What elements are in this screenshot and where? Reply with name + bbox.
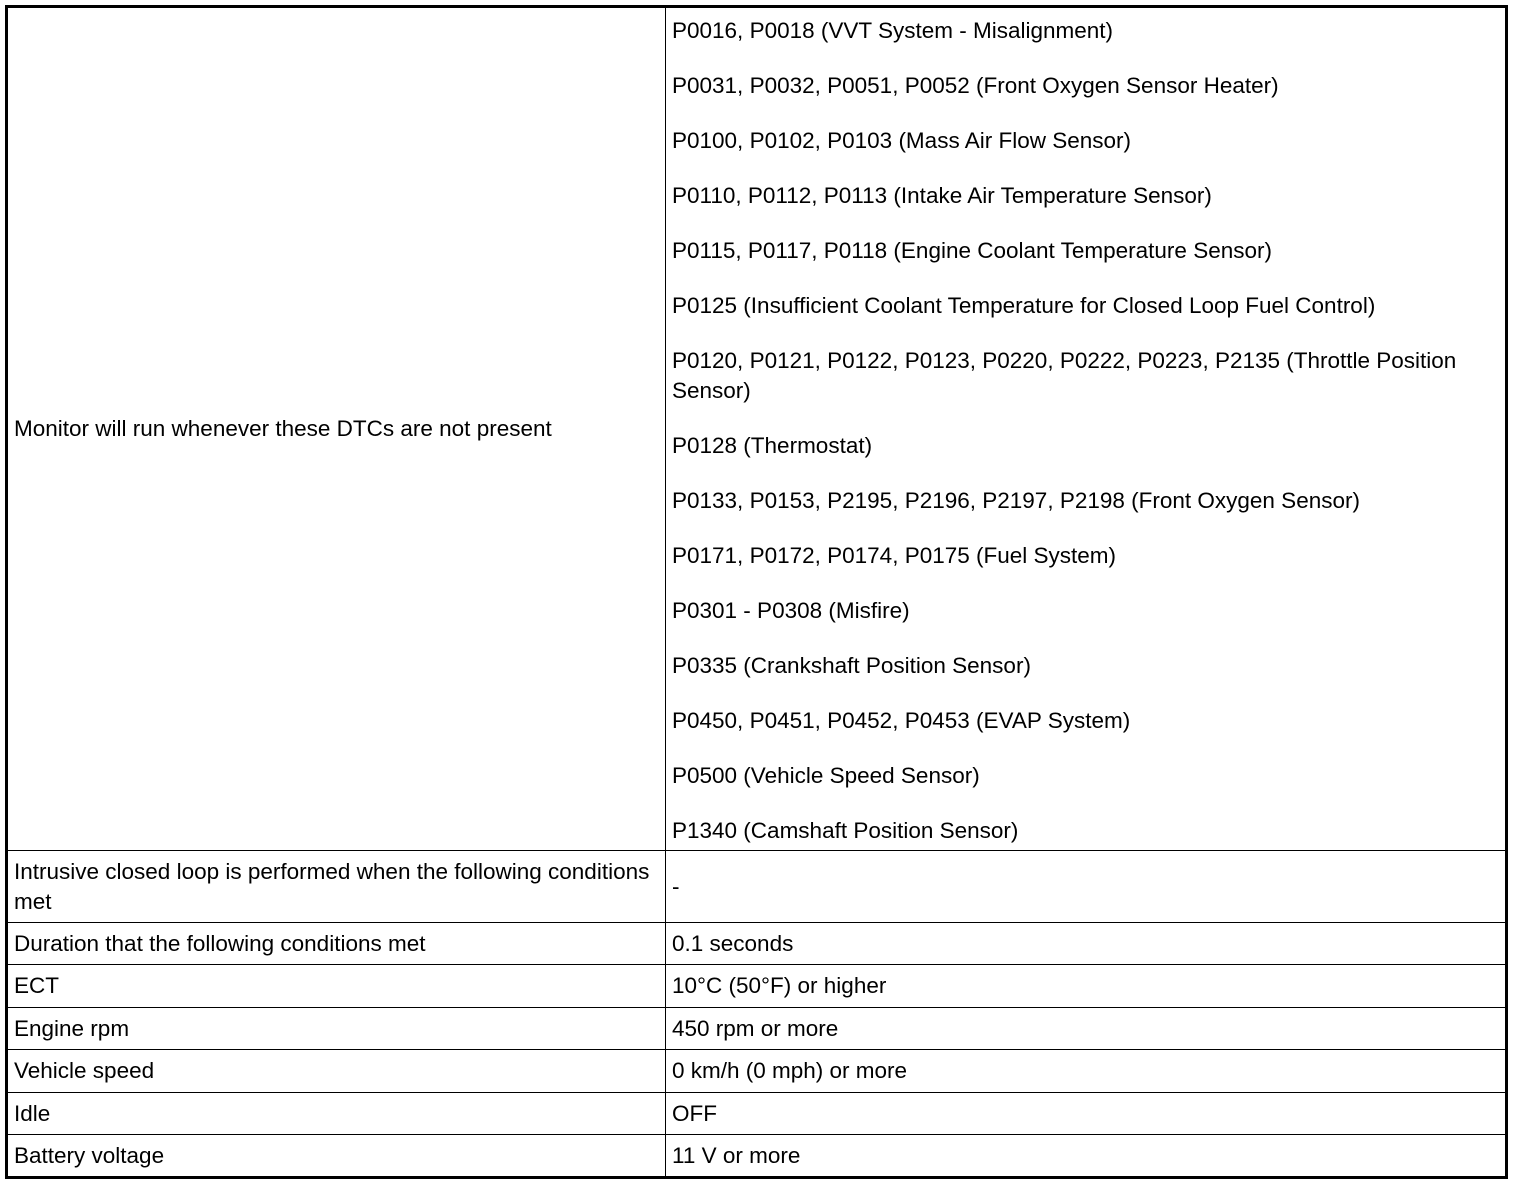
row-value: 11 V or more xyxy=(666,1135,1507,1178)
table-row-dtc xyxy=(7,7,1507,851)
dtc-item: P0110, P0112, P0113 (Intake Air Temperature Sensor) xyxy=(672,183,1212,208)
table-row xyxy=(7,1093,1507,1135)
row-value: 0 km/h (0 mph) or more xyxy=(666,1050,1507,1093)
dtc-item: P0100, P0102, P0103 (Mass Air Flow Sensor) xyxy=(672,128,1131,153)
dtc-list-cell xyxy=(666,7,1507,851)
row-label: Engine rpm xyxy=(7,1008,666,1050)
row-label: Idle xyxy=(7,1093,666,1135)
dtc-item: P0115, P0117, P0118 (Engine Coolant Temperature Sensor) xyxy=(672,238,1272,263)
dtc-item: P0500 (Vehicle Speed Sensor) xyxy=(672,763,980,788)
dtc-item: P0031, P0032, P0051, P0052 (Front Oxygen Sensor Heater) xyxy=(672,73,1279,98)
row-label: ECT xyxy=(7,965,666,1008)
table-row xyxy=(7,851,1507,923)
table-row xyxy=(7,923,1507,965)
dtc-item: P0171, P0172, P0174, P0175 (Fuel System) xyxy=(672,543,1117,568)
dtc-item: P0301 - P0308 (Misfire) xyxy=(672,598,910,623)
conditions-table xyxy=(5,5,1508,1179)
dtc-label-cell xyxy=(7,7,666,851)
row-label: Intrusive closed loop is performed when the following conditions met xyxy=(7,851,666,923)
row-value: 10°C (50°F) or higher xyxy=(666,965,1507,1008)
row-value: - xyxy=(666,851,1507,923)
row-value: OFF xyxy=(666,1093,1507,1135)
row-label: Battery voltage xyxy=(7,1135,666,1178)
row-value: 0.1 seconds xyxy=(666,923,1507,965)
table-row xyxy=(7,1008,1507,1050)
dtc-item: P0125 (Insufficient Coolant Temperature for Closed Loop Fuel Control) xyxy=(672,293,1376,318)
dtc-row-label: Monitor will run whenever these DTCs are not present xyxy=(14,416,552,441)
dtc-item: P1340 (Camshaft Position Sensor) xyxy=(672,818,1019,843)
dtc-item: P0128 (Thermostat) xyxy=(672,433,873,458)
dtc-item: P0120, P0121, P0122, P0123, P0220, P0222, P0223, P2135 (Throttle Position Sensor) xyxy=(672,348,1457,403)
dtc-item: P0016, P0018 (VVT System - Misalignment) xyxy=(672,18,1114,43)
dtc-item: P0133, P0153, P2195, P2196, P2197, P2198 (Front Oxygen Sensor) xyxy=(672,488,1360,513)
table-row xyxy=(7,1050,1507,1093)
dtc-item: P0450, P0451, P0452, P0453 (EVAP System) xyxy=(672,708,1131,733)
table-row xyxy=(7,1135,1507,1178)
dtc-item: P0335 (Crankshaft Position Sensor) xyxy=(672,653,1031,678)
table-row xyxy=(7,965,1507,1008)
row-label: Duration that the following conditions met xyxy=(7,923,666,965)
row-label: Vehicle speed xyxy=(7,1050,666,1093)
row-value: 450 rpm or more xyxy=(666,1008,1507,1050)
